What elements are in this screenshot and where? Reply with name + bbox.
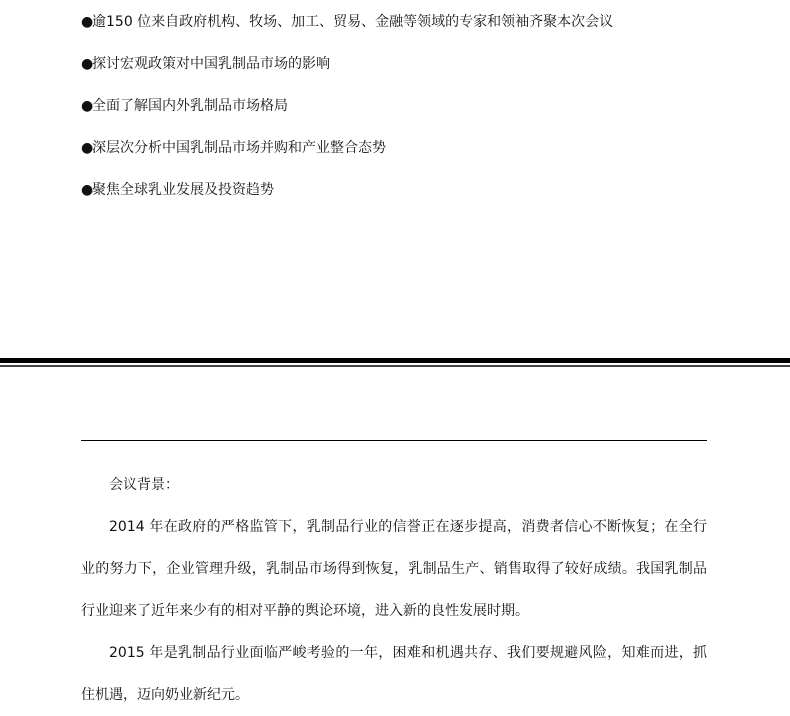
header-rule xyxy=(81,440,707,441)
list-item xyxy=(81,135,613,177)
bullet-icon: ● xyxy=(81,140,94,156)
list-item xyxy=(81,177,613,219)
list-item-text: 逾150 位来自政府机构、牧场、加工、贸易、金融等领域的专家和领袖齐聚本次会议 xyxy=(92,14,614,30)
list-item-text: 聚焦全球乳业发展及投资趋势 xyxy=(92,182,274,198)
list-item-text: 深层次分析中国乳制品市场并购和产业整合态势 xyxy=(92,140,386,156)
bullet-icon: ● xyxy=(81,14,94,30)
body-paragraph: 2015 年是乳制品行业面临严峻考验的一年，困难和机遇共存、我们要规避风险，知难而进，抓住机遇，迈向奶业新纪元。 xyxy=(81,645,707,703)
list-item xyxy=(81,93,613,135)
bullet-icon: ● xyxy=(81,182,94,198)
list-item-text: 探讨宏观政策对中国乳制品市场的影响 xyxy=(92,56,330,72)
list-item xyxy=(81,9,613,51)
page-break-divider xyxy=(0,358,790,370)
section-title: 会议背景： xyxy=(109,477,179,493)
list-item-text: 全面了解国内外乳制品市场格局 xyxy=(92,98,288,114)
document-page-lower xyxy=(0,370,790,709)
list-item xyxy=(81,51,613,93)
body-paragraph: 2014 年在政府的严格监管下，乳制品行业的信誉正在逐步提高，消费者信心不断恢复；在全行业的努力下，企业管理升级，乳制品市场得到恢复，乳制品生产、销售取得了较好成绩。我国乳制品行业迎来了近年来少有的相对平静的舆论环境，进入新的良性发展时期。 xyxy=(81,519,707,619)
highlights-list xyxy=(81,9,613,219)
bullet-icon: ● xyxy=(81,56,94,72)
bullet-icon: ● xyxy=(81,98,94,114)
